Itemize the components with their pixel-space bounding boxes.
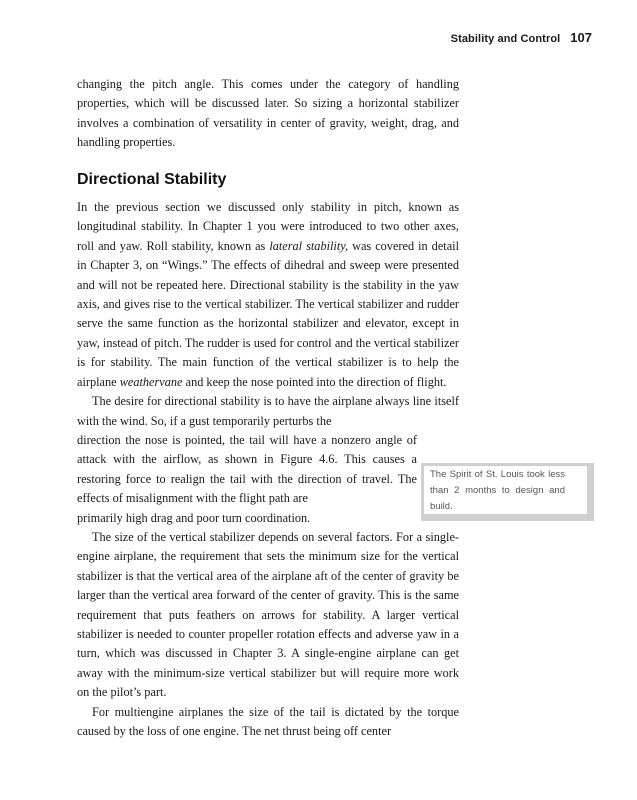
running-header — [0, 30, 592, 45]
term-weathervane: weathervane — [119, 374, 183, 389]
term-lateral-stability: lateral stability, — [269, 238, 349, 253]
body-text — [77, 75, 459, 741]
paragraph-directional-desire-end: primarily high drag and poor turn coordination. — [77, 510, 311, 525]
paragraph-multiengine: For multiengine airplanes the size of the tail is dictated by the torque caused by the loss of one engine. The net thrust being off center — [77, 704, 459, 738]
paragraph-continued: changing the pitch angle. This comes under the category of handling properties, which will be discussed later. So sizing a horizontal stabilizer involves a combination of versatility in center of gravity, weight, drag, and handling properties. — [77, 77, 459, 150]
sidebar-note — [421, 463, 594, 521]
paragraph-directional-intro: In the previous section we discussed only stability in pitch, known as longitudinal stability. In Chapter 1 you were introduced to two other axes, roll and yaw. Roll stability, known as lateral stability, was covered in detail in Chapter 3, on “Wings.” The effects of dihedral and sweep were presented and will not be repeated here. Directional stability is the stability in the yaw axis, and gives rise to the vertical stabilizer. The vertical stabilizer and rudder serve the same function as the horizontal stabilizer and elevator, except in yaw, instead of pitch. The rudder is used for control and the vertical stabilizer is for stability. The main function of the vertical stabilizer is to help the airplane weathervane and keep the nose pointed into the direction of flight. — [77, 200, 459, 389]
paragraph-directional-desire: The desire for directional stability is to have the airplane always line itself with the wind. So, if a gust temporarily perturbs the — [77, 394, 459, 428]
section-heading: Directional Stability — [77, 170, 227, 188]
running-title: Stability and Control — [450, 33, 561, 45]
paragraph-vertical-stabilizer-size: The size of the vertical stabilizer depends on several factors. For a single-engine airplane, the requirement that sets the minimum size for the vertical stabilizer is that the vertical area of the airplane aft of the center of gravity be larger than the vertical area forward of the center of gravity. This is the same requirement that puts feathers on arrows for stability. A larger vertical stabilizer is needed to counter propeller rotation effects and adverse yaw in a turn, which was discussed in Chapter 3. A single-engine airplane can get away with the minimum-size vertical stabilizer but will require more work on the pilot’s part. — [77, 529, 459, 700]
sidebar-note-text: The Spirit of St. Louis took less than 2 months to design and build. — [430, 469, 565, 512]
paragraph-directional-desire-wrapped: direction the nose is pointed, the tail will have a nonzero angle of attack with the airflow, as shown in Figure 4.6. This causes a restoring force to realign the tail with the direction of travel. The effects of misalignment with the flight path are — [77, 432, 417, 506]
page-number: 107 — [570, 30, 592, 45]
